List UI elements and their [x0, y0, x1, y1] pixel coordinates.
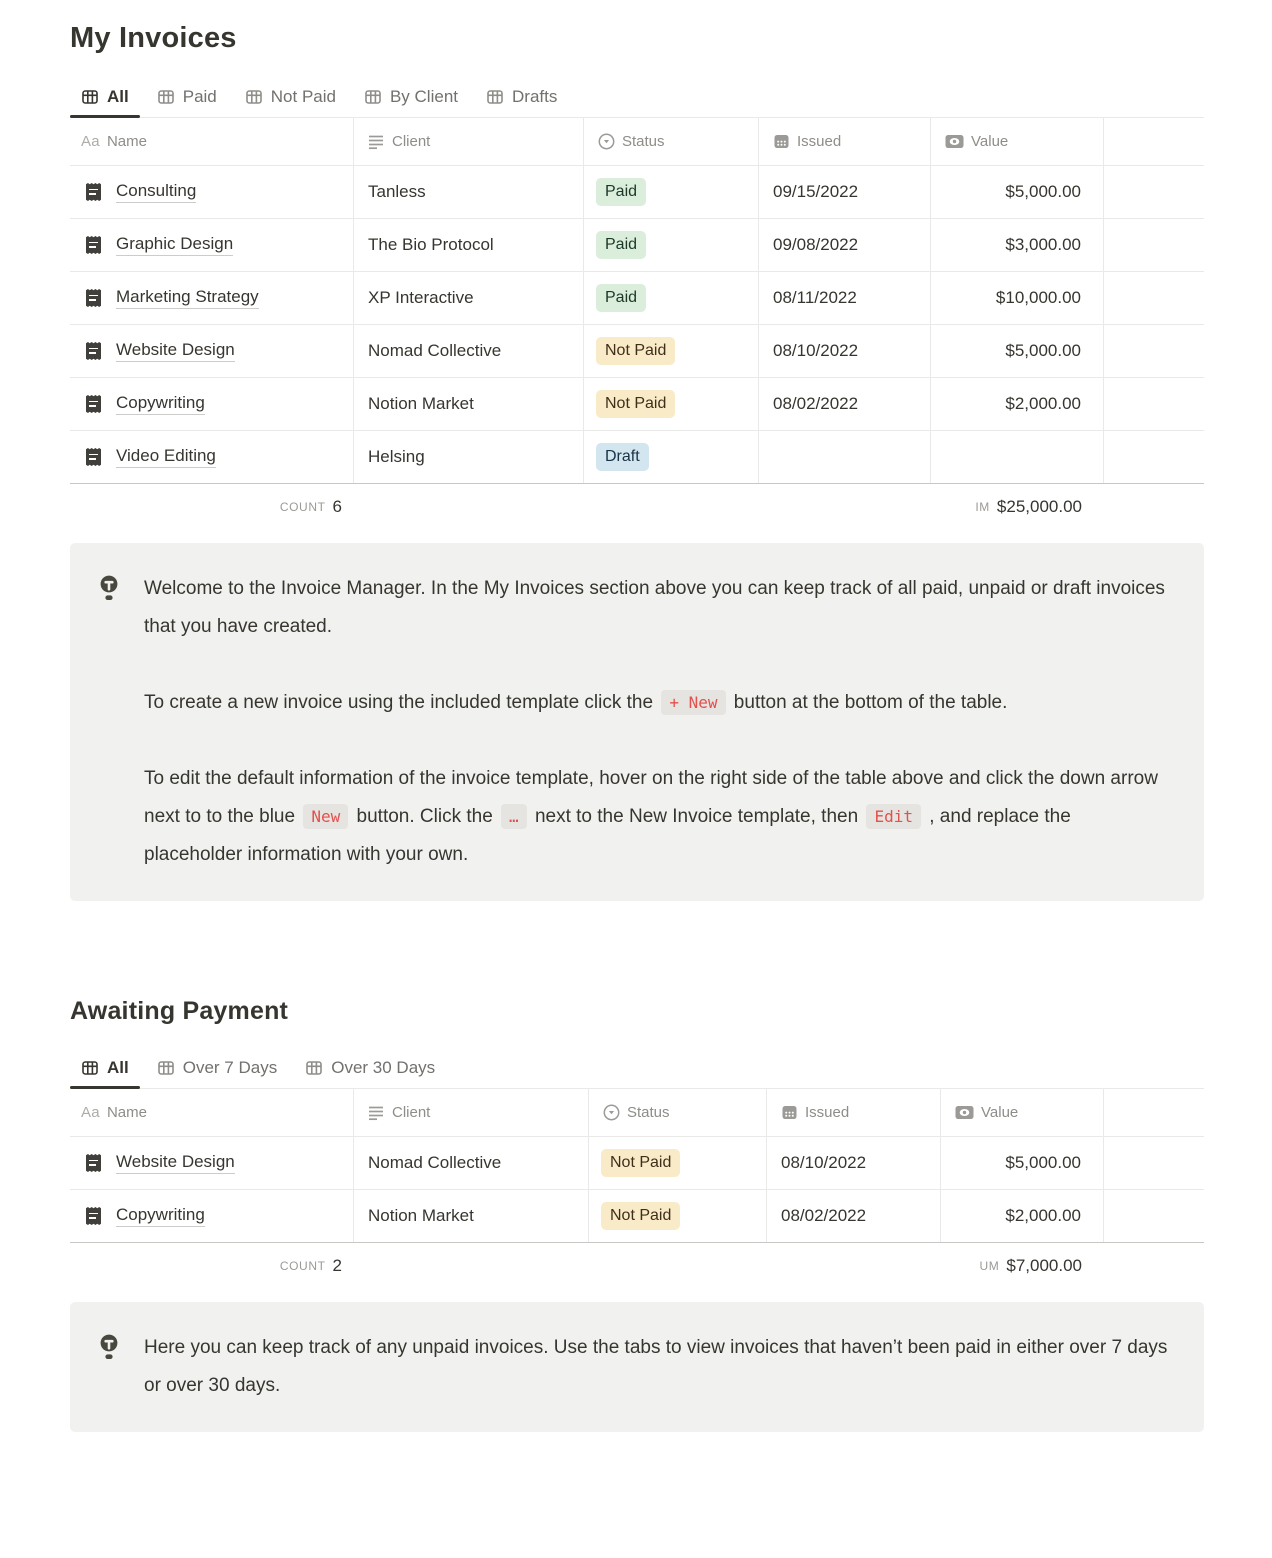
column-label: Status: [627, 1104, 670, 1121]
sum-value: $25,000.00: [996, 497, 1082, 516]
value-cell[interactable]: $3,000.00: [931, 219, 1104, 271]
my-invoices-view-tabs: [70, 82, 1204, 118]
status-badge: Not Paid: [601, 1202, 680, 1230]
client-cell[interactable]: Notion Market: [354, 378, 584, 430]
table-view-icon: [486, 88, 504, 106]
invoices-table: [70, 118, 1204, 530]
tab-drafts[interactable]: [475, 82, 568, 117]
awaiting-payment-section: [70, 997, 1204, 1432]
receipt-icon: [86, 289, 101, 307]
value-cell[interactable]: [931, 431, 1104, 483]
calendar-icon: [773, 133, 790, 150]
status-cell[interactable]: [584, 219, 759, 271]
client-cell[interactable]: XP Interactive: [354, 272, 584, 324]
value-cell[interactable]: $5,000.00: [931, 325, 1104, 377]
count-value: 2: [332, 1256, 342, 1275]
awaiting-view-tabs: [70, 1053, 1204, 1089]
table-footer: [70, 484, 1204, 530]
count-value: 6: [332, 497, 342, 516]
table-view-icon: [81, 1059, 99, 1077]
status-badge: Paid: [596, 284, 646, 312]
status-cell[interactable]: [584, 325, 759, 377]
issued-cell[interactable]: [759, 431, 931, 483]
tab-label: Not Paid: [270, 87, 336, 106]
tab-label: All: [107, 87, 129, 106]
empty-cell: [1104, 378, 1204, 430]
empty-cell: [1104, 272, 1204, 324]
client-cell[interactable]: Nomad Collective: [354, 1137, 589, 1189]
status-cell[interactable]: [584, 431, 759, 483]
banknote-icon: [955, 1105, 974, 1120]
issued-cell[interactable]: 09/08/2022: [759, 219, 931, 271]
callout-paragraph: To create a new invoice using the included template click the + New button at the bottom of the table.: [144, 692, 1008, 713]
status-badge: Paid: [596, 178, 646, 206]
empty-cell: [1104, 166, 1204, 218]
receipt-icon: [86, 342, 101, 360]
invoice-name-link[interactable]: Website Design: [116, 1152, 235, 1174]
empty-cell: [1104, 219, 1204, 271]
client-cell[interactable]: Tanless: [354, 166, 584, 218]
banknote-icon: [945, 134, 964, 149]
tab-by-client[interactable]: [353, 82, 469, 117]
status-badge: Not Paid: [601, 1149, 680, 1177]
status-cell[interactable]: [584, 166, 759, 218]
column-header-empty: [1104, 1089, 1204, 1136]
empty-cell: [1104, 1190, 1204, 1242]
invoice-name-link[interactable]: Marketing Strategy: [116, 287, 259, 309]
table-view-icon: [245, 88, 263, 106]
table-row: [70, 431, 1204, 484]
lightbulb-icon: [98, 1333, 120, 1360]
column-header-issued[interactable]: [759, 118, 931, 165]
name-cell[interactable]: [70, 378, 354, 430]
value-cell[interactable]: $5,000.00: [931, 166, 1104, 218]
empty-cell: [1104, 431, 1204, 483]
receipt-icon: [86, 1154, 101, 1172]
receipt-icon: [86, 183, 101, 201]
info-callout: [70, 543, 1204, 901]
table-header: [70, 118, 1204, 166]
inline-code: …: [501, 804, 527, 829]
column-header-name[interactable]: [70, 1089, 354, 1136]
name-cell[interactable]: [70, 219, 354, 271]
sum-label: UM: [979, 1259, 1000, 1273]
calendar-icon: [781, 1104, 798, 1121]
count-calculation[interactable]: [70, 484, 354, 530]
status-cell[interactable]: [584, 378, 759, 430]
receipt-icon: [86, 448, 101, 466]
issued-cell[interactable]: 08/02/2022: [759, 378, 931, 430]
table-row: [70, 378, 1204, 431]
name-cell[interactable]: [70, 325, 354, 377]
status-cell[interactable]: [584, 272, 759, 324]
status-badge: Not Paid: [596, 390, 675, 418]
column-label: Client: [392, 133, 431, 150]
tab-all[interactable]: [70, 1053, 140, 1088]
table-row: [70, 272, 1204, 325]
inline-code: Edit: [866, 804, 921, 829]
select-property-icon: [603, 1104, 620, 1121]
text-lines-icon: [368, 1104, 385, 1122]
section-title: Awaiting Payment: [70, 997, 289, 1025]
receipt-icon: [86, 236, 101, 254]
sum-calculation[interactable]: [941, 1243, 1104, 1289]
name-cell[interactable]: [70, 1137, 354, 1189]
table-view-icon: [157, 88, 175, 106]
tab-over-30-days[interactable]: [294, 1053, 446, 1088]
table-view-icon: [81, 88, 99, 106]
inline-code: + New: [661, 690, 725, 715]
column-header-client[interactable]: [354, 1089, 589, 1136]
empty-cell: [1104, 1137, 1204, 1189]
column-header-issued[interactable]: [767, 1089, 941, 1136]
status-badge: Paid: [596, 231, 646, 259]
text-lines-icon: [368, 133, 385, 151]
table-row: [70, 166, 1204, 219]
issued-cell[interactable]: 08/11/2022: [759, 272, 931, 324]
info-callout: [70, 1302, 1204, 1432]
name-cell[interactable]: [70, 272, 354, 324]
tab-label: Over 7 Days: [182, 1058, 278, 1077]
column-label: Issued: [805, 1104, 850, 1121]
invoice-name-link[interactable]: Copywriting: [116, 393, 205, 415]
issued-cell[interactable]: 09/15/2022: [759, 166, 931, 218]
sum-label: IM: [975, 500, 990, 514]
value-cell[interactable]: $2,000.00: [931, 378, 1104, 430]
callout-paragraph: Welcome to the Invoice Manager. In the My Invoices section above you can keep track of all paid, unpaid or draft invoices that you have created.: [144, 578, 1165, 637]
column-label: Client: [392, 1104, 431, 1121]
client-cell[interactable]: Nomad Collective: [354, 325, 584, 377]
callout-body: [144, 1329, 1168, 1405]
client-cell[interactable]: Helsing: [354, 431, 584, 483]
tab-label: Drafts: [512, 87, 558, 106]
column-header-value[interactable]: [931, 118, 1104, 165]
invoice-name-link[interactable]: Copywriting: [116, 1205, 205, 1227]
table-row: [70, 325, 1204, 378]
text-property-icon: Aa: [81, 1104, 100, 1121]
status-badge: Draft: [596, 443, 649, 471]
column-label: Status: [622, 133, 665, 150]
count-label: COUNT: [279, 500, 326, 514]
select-property-icon: [598, 133, 615, 150]
text-property-icon: Aa: [81, 133, 100, 150]
callout-paragraph: To edit the default information of the invoice template, hover on the right side of the table above and click the down arrow next to to the blue New button. Click the … next to the New Invoice template, then Edit , and replace the placeholder information with your own.: [144, 768, 1158, 865]
name-cell[interactable]: [70, 166, 354, 218]
issued-cell[interactable]: 08/02/2022: [767, 1190, 941, 1242]
issued-cell[interactable]: 08/10/2022: [767, 1137, 941, 1189]
invoice-name-link[interactable]: Website Design: [116, 340, 235, 362]
awaiting-table: [70, 1089, 1204, 1289]
value-cell[interactable]: $10,000.00: [931, 272, 1104, 324]
status-badge: Not Paid: [596, 337, 675, 365]
table-footer: [70, 1243, 1204, 1289]
empty-cell: [1104, 325, 1204, 377]
column-label: Name: [106, 1104, 147, 1121]
sum-calculation[interactable]: [931, 484, 1104, 530]
count-label: COUNT: [279, 1259, 326, 1273]
tab-not-paid[interactable]: [234, 82, 347, 117]
callout-paragraph: Here you can keep track of any unpaid invoices. Use the tabs to view invoices that haven’t been paid in either over 7 days or over 30 days.: [144, 1337, 1168, 1396]
callout-body: [144, 570, 1168, 874]
my-invoices-section: [70, 22, 1204, 901]
client-cell[interactable]: The Bio Protocol: [354, 219, 584, 271]
table-view-icon: [364, 88, 382, 106]
tab-label: All: [107, 1058, 129, 1077]
column-header-empty: [1104, 118, 1204, 165]
inline-code: New: [303, 804, 348, 829]
invoice-name-link[interactable]: Graphic Design: [116, 234, 233, 256]
tab-label: By Client: [389, 87, 458, 106]
receipt-icon: [86, 395, 101, 413]
name-cell[interactable]: [70, 1190, 354, 1242]
table-row: [70, 219, 1204, 272]
value-cell[interactable]: $2,000.00: [941, 1190, 1104, 1242]
tab-all[interactable]: [70, 82, 140, 117]
status-cell[interactable]: [589, 1137, 767, 1189]
status-cell[interactable]: [589, 1190, 767, 1242]
table-row: [70, 1137, 1204, 1190]
tab-label: Paid: [182, 87, 217, 106]
column-header-name[interactable]: [70, 118, 354, 165]
table-row: [70, 1190, 1204, 1243]
column-label: Name: [106, 133, 147, 150]
page-title: My Invoices: [70, 22, 237, 54]
tab-label: Over 30 Days: [331, 1058, 436, 1077]
name-cell[interactable]: [70, 431, 354, 483]
column-label: Value: [981, 1104, 1019, 1121]
column-header-status[interactable]: [589, 1089, 767, 1136]
column-header-status[interactable]: [584, 118, 759, 165]
column-label: Issued: [797, 133, 842, 150]
table-view-icon: [157, 1059, 175, 1077]
table-header: [70, 1089, 1204, 1137]
table-view-icon: [305, 1059, 323, 1077]
count-calculation[interactable]: [70, 1243, 354, 1289]
tab-paid[interactable]: [146, 82, 228, 117]
client-cell[interactable]: Notion Market: [354, 1190, 589, 1242]
lightbulb-icon: [98, 574, 120, 601]
receipt-icon: [86, 1207, 101, 1225]
column-header-client[interactable]: [354, 118, 584, 165]
issued-cell[interactable]: 08/10/2022: [759, 325, 931, 377]
tab-over-7-days[interactable]: [146, 1053, 288, 1088]
invoice-name-link[interactable]: Video Editing: [116, 446, 216, 468]
value-cell[interactable]: $5,000.00: [941, 1137, 1104, 1189]
column-header-value[interactable]: [941, 1089, 1104, 1136]
column-label: Value: [971, 133, 1009, 150]
sum-value: $7,000.00: [1006, 1256, 1082, 1275]
invoice-name-link[interactable]: Consulting: [116, 181, 196, 203]
